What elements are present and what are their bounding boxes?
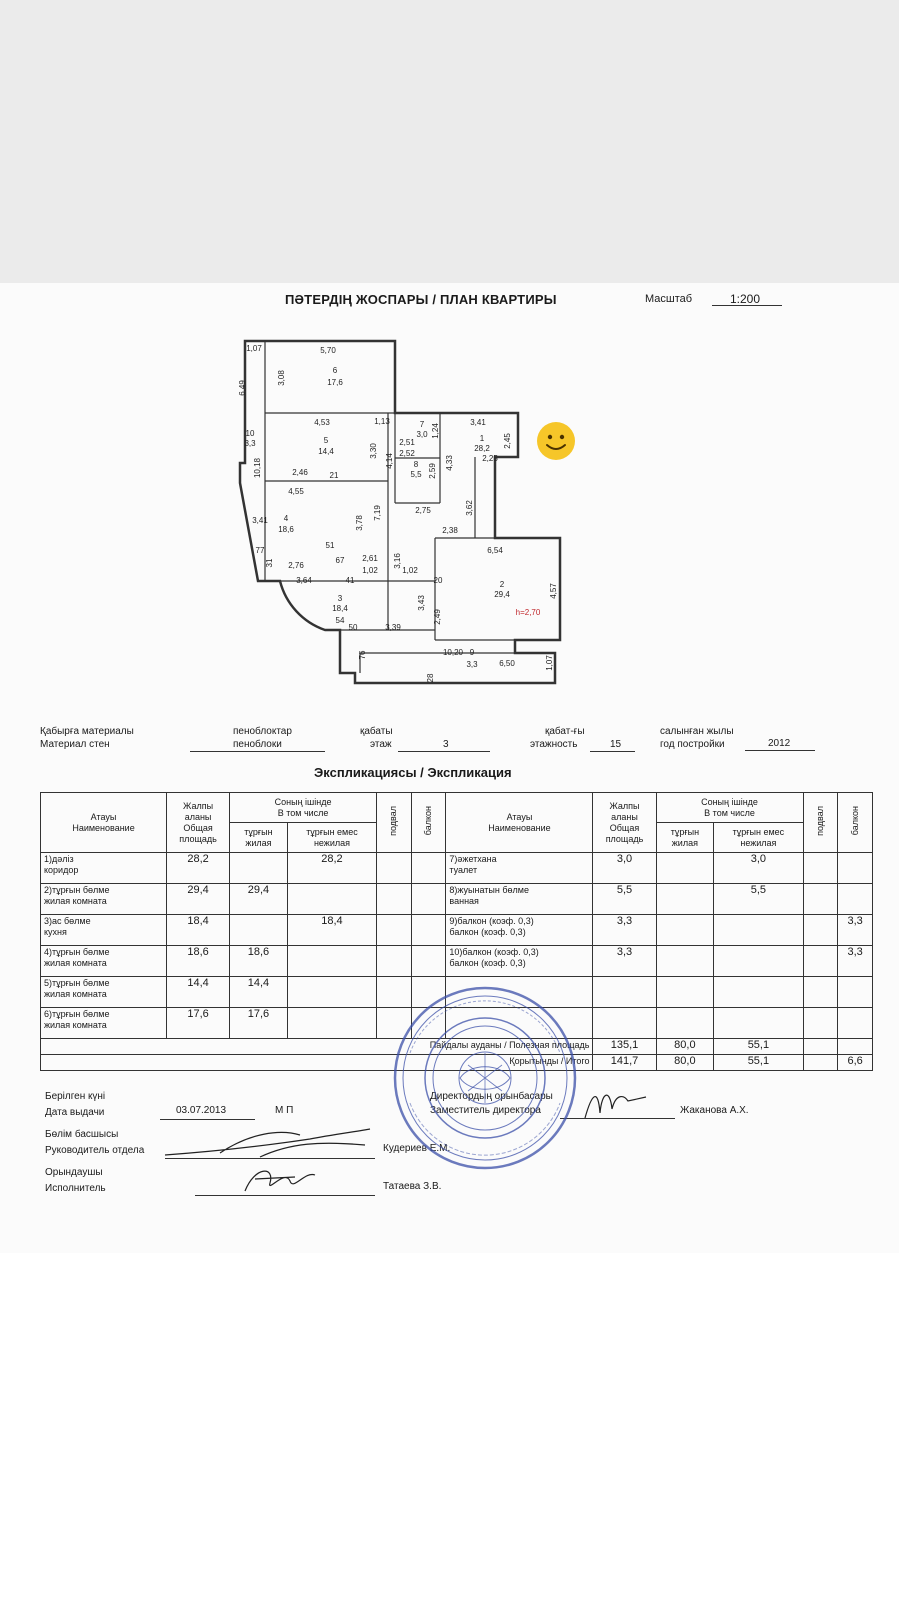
svg-text:20: 20 <box>433 576 443 585</box>
svg-text:2,25: 2,25 <box>482 454 498 463</box>
row-living-right <box>656 977 714 1008</box>
wall-material-value-kz: пеноблоктар <box>233 726 292 737</box>
row-basement-right <box>803 915 838 946</box>
row-living-left <box>230 853 288 884</box>
svg-text:2,38: 2,38 <box>442 526 458 535</box>
apartment-plan-document <box>0 283 899 1253</box>
svg-text:1,24: 1,24 <box>431 423 440 439</box>
director-signature <box>580 1083 650 1123</box>
col-header-balcony-right: балкон <box>838 793 873 853</box>
row-total-left: 18,6 <box>167 946 230 977</box>
svg-text:67: 67 <box>335 556 345 565</box>
table-row <box>41 884 873 915</box>
useful-area-basement <box>803 1039 838 1055</box>
year-label-kz: салынған жылы <box>660 726 734 737</box>
svg-text:4,14: 4,14 <box>385 453 394 469</box>
svg-text:10: 10 <box>245 429 255 438</box>
row-nonliving-left <box>287 1008 376 1039</box>
row-nonliving-left: 28,2 <box>287 853 376 884</box>
row-balcony-right <box>838 884 873 915</box>
issue-date-label-kz: Берілген күні <box>45 1091 106 1102</box>
row-living-right <box>656 915 714 946</box>
svg-text:7: 7 <box>419 420 425 429</box>
row-total-left: 28,2 <box>167 853 230 884</box>
col-header-total-right: Жалпы аланы Общая площадь <box>593 793 656 853</box>
wall-material-label-ru: Материал стен <box>40 739 110 750</box>
table-row <box>41 946 873 977</box>
svg-text:1,07: 1,07 <box>545 655 554 671</box>
svg-text:5: 5 <box>323 436 329 445</box>
executor-signature <box>235 1161 325 1201</box>
bottom-white-area <box>0 1253 899 1599</box>
svg-text:h=2,70: h=2,70 <box>515 608 541 617</box>
row-total-right: 3,0 <box>593 853 656 884</box>
svg-text:3,30: 3,30 <box>369 443 378 459</box>
row-total-right: 3,3 <box>593 915 656 946</box>
svg-text:1: 1 <box>479 434 485 443</box>
year-value: 2012 <box>768 738 791 749</box>
svg-text:6: 6 <box>332 366 338 375</box>
row-name-left: 3)ас бөлме кухня <box>41 915 167 946</box>
dept-head-label-kz: Бөлім басшысы <box>45 1129 119 1140</box>
svg-text:3,3: 3,3 <box>466 660 478 669</box>
row-total-left: 29,4 <box>167 884 230 915</box>
col-header-name-right: Атауы Наименование <box>446 793 593 853</box>
row-basement-right <box>803 977 838 1008</box>
svg-text:7,19: 7,19 <box>373 505 382 521</box>
svg-text:3,41: 3,41 <box>470 418 486 427</box>
svg-text:3,0: 3,0 <box>416 430 428 439</box>
row-living-left: 29,4 <box>230 884 288 915</box>
row-total-right <box>593 1008 656 1039</box>
row-name-left: 6)тұрғын бөлме жилая комната <box>41 1008 167 1039</box>
svg-text:6,50: 6,50 <box>499 659 515 668</box>
mp-label: М П <box>275 1105 294 1116</box>
row-nonliving-right <box>714 946 803 977</box>
scale-underline <box>712 305 782 306</box>
svg-text:29,4: 29,4 <box>494 590 510 599</box>
wall-material-value-ru: пеноблоки <box>233 739 282 750</box>
row-balcony-left <box>411 853 446 884</box>
row-balcony-right: 3,3 <box>838 946 873 977</box>
row-balcony-right <box>838 1008 873 1039</box>
storeys-label-ru: этажность <box>530 739 578 750</box>
dept-head-name: Кудериев Е.М. <box>383 1143 451 1154</box>
row-basement-right <box>803 853 838 884</box>
svg-text:3,08: 3,08 <box>277 370 286 386</box>
table-row <box>41 915 873 946</box>
svg-text:1,02: 1,02 <box>402 566 418 575</box>
row-nonliving-right <box>714 1008 803 1039</box>
svg-text:4,55: 4,55 <box>288 487 304 496</box>
row-nonliving-right <box>714 915 803 946</box>
row-name-right: 8)жуынатын бөлме ванная <box>446 884 593 915</box>
row-name-right: 10)балкон (коэф. 0,3) балкон (коэф. 0,3) <box>446 946 593 977</box>
row-living-left: 18,6 <box>230 946 288 977</box>
row-name-left: 2)тұрғын бөлме жилая комната <box>41 884 167 915</box>
svg-text:21: 21 <box>329 471 339 480</box>
col-header-basement-left: подвал <box>377 793 412 853</box>
svg-text:28: 28 <box>426 673 435 683</box>
svg-text:1,13: 1,13 <box>374 417 390 426</box>
col-header-name-left: Атауы Наименование <box>41 793 167 853</box>
executor-name: Татаева З.В. <box>383 1181 442 1192</box>
row-total-left: 17,6 <box>167 1008 230 1039</box>
top-gray-bar <box>0 0 899 283</box>
svg-text:3,41: 3,41 <box>252 516 268 525</box>
total-area-balcony: 6,6 <box>838 1055 873 1071</box>
row-balcony-left <box>411 946 446 977</box>
director-name: Жаканова А.Х. <box>680 1105 749 1116</box>
svg-text:2: 2 <box>499 580 505 589</box>
row-total-left: 18,4 <box>167 915 230 946</box>
row-total-left: 14,4 <box>167 977 230 1008</box>
floor-plan <box>210 333 570 693</box>
smiley-sticker-icon <box>536 421 576 461</box>
svg-text:2,59: 2,59 <box>428 463 437 479</box>
storeys-value: 15 <box>610 739 622 750</box>
svg-text:4,33: 4,33 <box>445 455 454 471</box>
svg-text:9: 9 <box>469 648 475 657</box>
row-living-right <box>656 946 714 977</box>
row-nonliving-left: 18,4 <box>287 915 376 946</box>
row-name-left: 1)дәліз коридор <box>41 853 167 884</box>
row-living-left: 14,4 <box>230 977 288 1008</box>
svg-text:76: 76 <box>358 650 367 660</box>
svg-text:1,02: 1,02 <box>362 566 378 575</box>
dept-head-label-ru: Руководитель отдела <box>45 1145 145 1156</box>
row-basement-left <box>377 884 412 915</box>
useful-area-balcony <box>838 1039 873 1055</box>
row-balcony-left <box>411 884 446 915</box>
row-basement-left <box>377 853 412 884</box>
col-header-living-right: тұрғын жилая <box>656 823 714 853</box>
row-balcony-right: 3,3 <box>838 915 873 946</box>
official-seal-stamp <box>390 983 580 1173</box>
row-nonliving-left <box>287 977 376 1008</box>
total-area-total: 141,7 <box>593 1055 656 1071</box>
col-header-basement-right: подвал <box>803 793 838 853</box>
svg-text:3,16: 3,16 <box>393 553 402 569</box>
row-nonliving-right: 3,0 <box>714 853 803 884</box>
col-header-living-left: тұрғын жилая <box>230 823 288 853</box>
table-row <box>41 853 873 884</box>
svg-text:3,43: 3,43 <box>417 595 426 611</box>
svg-text:1,07: 1,07 <box>246 344 262 353</box>
svg-text:41: 41 <box>345 576 355 585</box>
floor-underline <box>398 751 490 752</box>
svg-text:3,39: 3,39 <box>385 623 401 632</box>
year-label-ru: год постройки <box>660 739 725 750</box>
row-nonliving-left <box>287 884 376 915</box>
svg-text:2,76: 2,76 <box>288 561 304 570</box>
floor-label-ru: этаж <box>370 739 392 750</box>
row-nonliving-left <box>287 946 376 977</box>
useful-area-nonliving: 55,1 <box>714 1039 803 1055</box>
svg-text:2,46: 2,46 <box>292 468 308 477</box>
svg-text:77: 77 <box>255 546 265 555</box>
row-total-right: 5,5 <box>593 884 656 915</box>
storeys-label-kz: қабат-ғы <box>545 726 585 737</box>
col-header-incl-left: Соның ішінде В том числе <box>230 793 377 823</box>
year-underline <box>745 750 815 751</box>
row-living-right <box>656 853 714 884</box>
wall-material-label-kz: Қабырға материалы <box>40 726 134 737</box>
total-area-label: Қорытынды / Итого <box>41 1055 593 1071</box>
svg-text:3,78: 3,78 <box>355 515 364 531</box>
row-living-right <box>656 884 714 915</box>
row-name-right: 9)балкон (коэф. 0,3) балкон (коэф. 0,3) <box>446 915 593 946</box>
svg-text:18,6: 18,6 <box>278 525 294 534</box>
col-header-nonliving-right: тұрғын емес нежилая <box>714 823 803 853</box>
row-name-right: 7)әжетхана туалет <box>446 853 593 884</box>
row-total-right <box>593 977 656 1008</box>
svg-text:3: 3 <box>337 594 343 603</box>
issue-date-value: 03.07.2013 <box>176 1105 227 1116</box>
row-basement-left <box>377 915 412 946</box>
dept-head-signature <box>160 1123 380 1163</box>
svg-text:3,3: 3,3 <box>244 439 256 448</box>
svg-text:28,2: 28,2 <box>474 444 490 453</box>
svg-text:3,62: 3,62 <box>465 500 474 516</box>
row-living-left: 17,6 <box>230 1008 288 1039</box>
row-nonliving-right <box>714 977 803 1008</box>
total-area-living: 80,0 <box>656 1055 714 1071</box>
svg-text:14,4: 14,4 <box>318 447 334 456</box>
useful-area-living: 80,0 <box>656 1039 714 1055</box>
row-basement-right <box>803 884 838 915</box>
svg-text:2,51: 2,51 <box>399 438 415 447</box>
executor-label-kz: Орындаушы <box>45 1167 103 1178</box>
row-living-left <box>230 915 288 946</box>
executor-label-ru: Исполнитель <box>45 1183 106 1194</box>
director-label-ru: Заместитель директора <box>430 1105 541 1116</box>
svg-text:10,18: 10,18 <box>253 457 262 479</box>
row-basement-right <box>803 1008 838 1039</box>
svg-text:54: 54 <box>335 616 345 625</box>
issue-date-label-ru: Дата выдачи <box>45 1107 105 1118</box>
svg-text:31: 31 <box>265 558 274 568</box>
row-name-left: 5)тұрғын бөлме жилая комната <box>41 977 167 1008</box>
svg-text:5,70: 5,70 <box>320 346 336 355</box>
svg-text:2,61: 2,61 <box>362 554 378 563</box>
scale-label: Масштаб <box>645 293 693 305</box>
svg-text:10,20: 10,20 <box>442 648 464 657</box>
svg-text:6,54: 6,54 <box>487 546 503 555</box>
svg-text:2,45: 2,45 <box>503 433 512 449</box>
row-living-right <box>656 1008 714 1039</box>
row-basement-left <box>377 946 412 977</box>
svg-text:17,6: 17,6 <box>327 378 343 387</box>
floor-label-kz: қабаты <box>360 726 393 737</box>
svg-text:4,57: 4,57 <box>549 583 558 599</box>
floor-value: 3 <box>443 739 449 750</box>
scale-value: 1:200 <box>730 292 761 306</box>
row-balcony-right <box>838 977 873 1008</box>
director-label-kz: Директордың орынбасары <box>430 1091 553 1102</box>
row-balcony-left <box>411 915 446 946</box>
svg-text:6,49: 6,49 <box>238 380 247 396</box>
useful-area-label: Пайдалы ауданы / Полезная площадь <box>41 1039 593 1055</box>
total-area-nonliving: 55,1 <box>714 1055 803 1071</box>
svg-text:2,49: 2,49 <box>433 609 442 625</box>
document-title: ПӘТЕРДІҢ ЖОСПАРЫ / ПЛАН КВАРТИРЫ <box>285 292 557 307</box>
svg-text:3,64: 3,64 <box>296 576 312 585</box>
explication-title: Экспликациясы / Экспликация <box>314 765 512 780</box>
col-header-balcony-left: балкон <box>411 793 446 853</box>
row-basement-right <box>803 946 838 977</box>
svg-text:18,4: 18,4 <box>332 604 348 613</box>
useful-area-total: 135,1 <box>593 1039 656 1055</box>
wall-material-underline <box>190 751 325 752</box>
svg-text:2,52: 2,52 <box>399 449 415 458</box>
row-name-left: 4)тұрғын бөлме жилая комната <box>41 946 167 977</box>
total-area-basement <box>803 1055 838 1071</box>
row-balcony-right <box>838 853 873 884</box>
svg-text:5,5: 5,5 <box>410 470 422 479</box>
svg-text:51: 51 <box>325 541 335 550</box>
row-total-right: 3,3 <box>593 946 656 977</box>
svg-text:2,75: 2,75 <box>415 506 431 515</box>
svg-text:8: 8 <box>413 460 419 469</box>
issue-date-underline <box>160 1119 255 1120</box>
col-header-total-left: Жалпы аланы Общая площадь <box>167 793 230 853</box>
row-nonliving-right: 5,5 <box>714 884 803 915</box>
col-header-incl-right: Соның ішінде В том числе <box>656 793 803 823</box>
col-header-nonliving-left: тұрғын емес нежилая <box>287 823 376 853</box>
svg-text:4,53: 4,53 <box>314 418 330 427</box>
storeys-underline <box>590 751 635 752</box>
svg-text:4: 4 <box>283 514 289 523</box>
svg-text:50: 50 <box>348 623 358 632</box>
